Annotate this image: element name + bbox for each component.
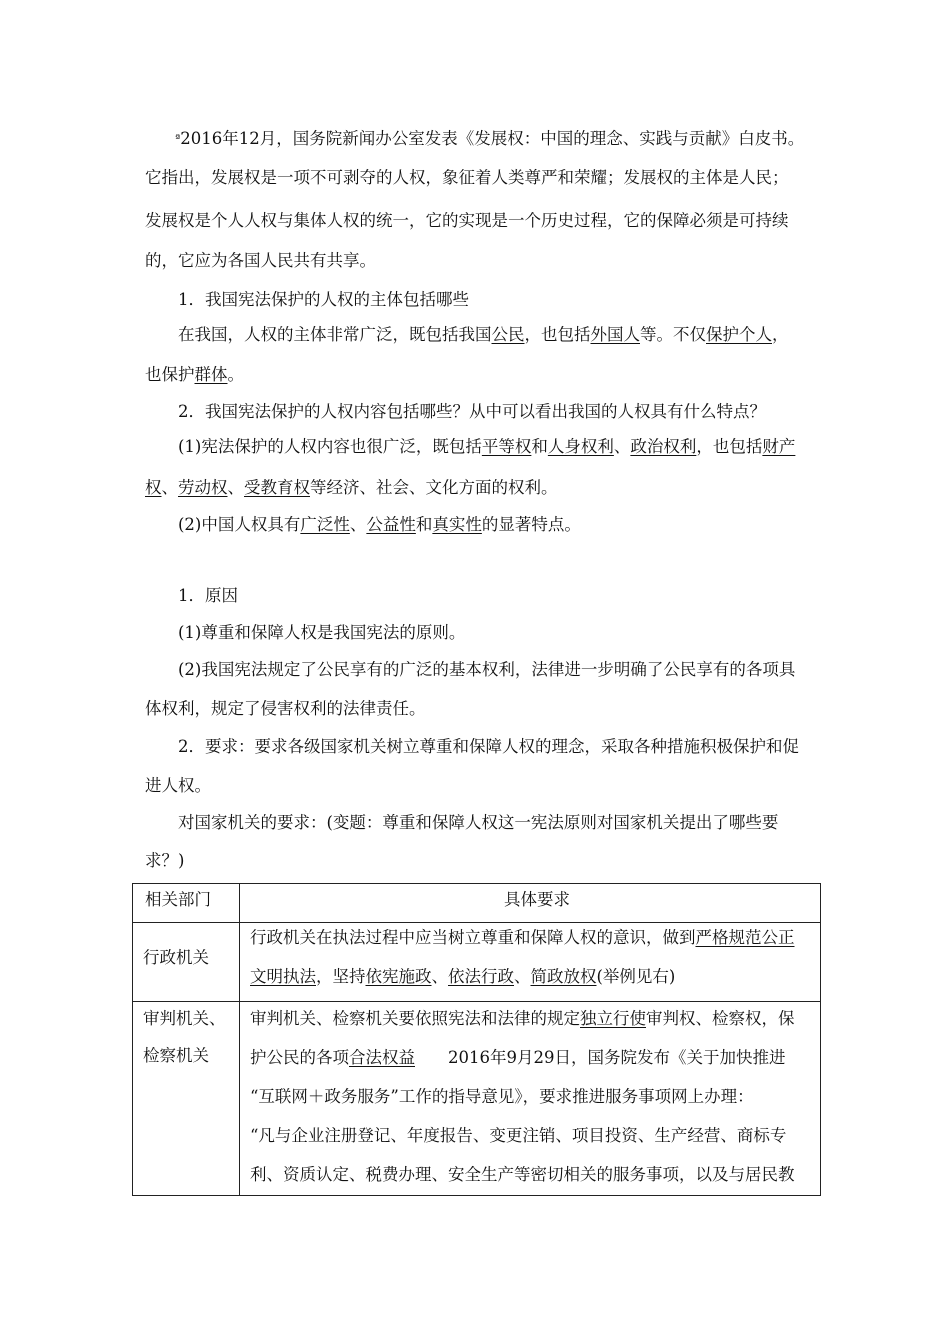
executive-req-line-2: 文明执法，坚持依宪施政、依法行政、简政放权(举例见右)	[250, 967, 676, 986]
requirement-line-1: 2．要求：要求各级国家机关树立尊重和保障人权的理念，采取各种措施积极保护和促	[178, 737, 799, 756]
header-requirement: 具体要求	[504, 890, 570, 909]
term-political-rights: 政治权利	[630, 437, 697, 456]
q2-answer-line-3: (2)中国人权具有广泛性、公益性和真实性的显著特点。	[178, 515, 581, 534]
judicial-req-line-1: 审判机关、检察机关要依照宪法和法律的规定独立行使审判权、检察权，保	[250, 1009, 795, 1028]
term-public-interest: 公益性	[366, 515, 416, 534]
q1-answer-line-1: 在我国，人权的主体非常广泛，既包括我国公民，也包括外国人等。不仅保护个人，	[178, 325, 789, 344]
reason-point-2-line-1: (2)我国宪法规定了公民享有的广泛的基本权利，法律进一步明确了公民享有的各项具	[178, 660, 796, 679]
term-citizen: 公民	[491, 325, 525, 344]
dept-judicial-line-1: 审判机关、	[143, 1009, 226, 1028]
intro-line-1: $^ª$2016年12月，国务院新闻办公室发表《发展权：中国的理念、实践与贡献》白皮书。	[175, 129, 805, 148]
state-organs-line-2: 求？)	[145, 851, 185, 870]
table-row	[133, 923, 821, 1002]
q2-heading: 2．我国宪法保护的人权内容包括哪些？从中可以看出我国的人权具有什么特点？	[178, 402, 766, 421]
term-labor-right: 劳动权	[178, 478, 228, 497]
intro-line-3: 发展权是个人人权与集体人权的统一，它的实现是一个历史过程，它的保障必须是可持续	[145, 211, 789, 230]
reason-heading: 1．原因	[178, 586, 238, 605]
header-department: 相关部门	[145, 890, 211, 909]
marker-glyph: ª	[175, 132, 181, 145]
judicial-req-line-2: 护公民的各项合法权益 2016年9月29日，国务院发布《关于加快推进	[250, 1048, 786, 1067]
state-organs-line-1: 对国家机关的要求：(变题：尊重和保障人权这一宪法原则对国家机关提出了哪些要	[178, 813, 779, 832]
term-group: 群体	[194, 365, 228, 384]
executive-req-line-1: 行政机关在执法过程中应当树立尊重和保障人权的意识，做到严格规范公正	[250, 928, 795, 947]
q2-answer-line-1: (1)宪法保护的人权内容也很广泛，既包括平等权和人身权利、政治权利，也包括财产	[178, 437, 796, 456]
term-breadth: 广泛性	[300, 515, 350, 534]
term-protect-individual: 保护个人	[706, 325, 772, 344]
intro-line-2: 它指出，发展权是一项不可剥夺的人权，象征着人类尊严和荣耀；发展权的主体是人民；	[145, 168, 789, 187]
reason-point-1: (1)尊重和保障人权是我国宪法的原则。	[178, 623, 466, 642]
requirements-table	[132, 883, 821, 1196]
judicial-req-line-3: “互联网＋政务服务”工作的指导意见》，要求推进服务事项网上办理：	[250, 1087, 754, 1106]
judicial-req-line-4: “凡与企业注册登记、年度报告、变更注销、项目投资、生产经营、商标专	[250, 1126, 787, 1145]
term-property-b: 权	[145, 478, 162, 497]
dept-executive: 行政机关	[143, 948, 209, 967]
judicial-req-line-5: 利、资质认定、税费办理、安全生产等密切相关的服务事项，以及与居民教	[250, 1165, 795, 1184]
term-property-a: 财产	[762, 437, 796, 456]
q1-answer-line-2: 也保护群体。	[145, 365, 244, 384]
term-authenticity: 真实性	[432, 515, 482, 534]
term-equality-right: 平等权	[481, 437, 532, 456]
table-header-row	[133, 884, 821, 923]
term-personal-rights: 人身权利	[547, 437, 614, 456]
q1-heading: 1．我国宪法保护的人权的主体包括哪些	[178, 290, 469, 309]
term-education-right: 受教育权	[244, 478, 310, 497]
q2-answer-line-2: 权、劳动权、受教育权等经济、社会、文化方面的权利。	[145, 478, 558, 497]
term-foreigner: 外国人	[590, 325, 640, 344]
requirement-line-2: 进人权。	[145, 776, 211, 795]
dept-judicial-line-2: 检察机关	[143, 1046, 209, 1065]
reason-point-2-line-2: 体权利，规定了侵害权利的法律责任。	[145, 699, 426, 718]
intro-line-4: 的，它应为各国人民共有共享。	[145, 251, 376, 270]
table-row	[133, 1002, 821, 1196]
